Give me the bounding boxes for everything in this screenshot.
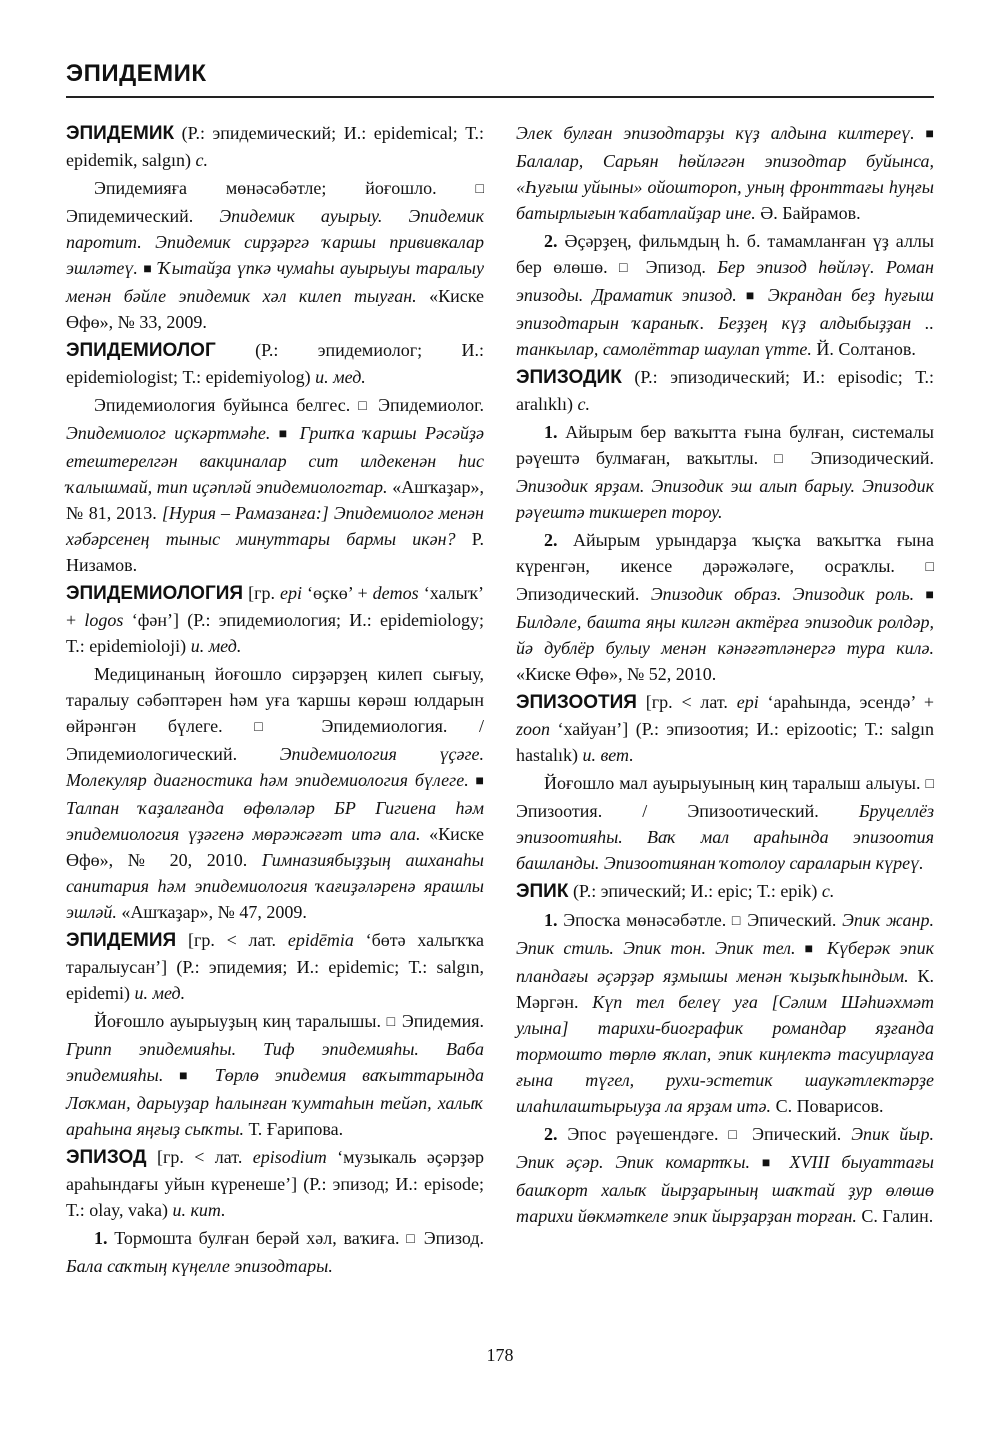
etymology: [гр. <box>243 583 280 603</box>
spacer <box>270 423 278 443</box>
definition-text: Тормошта булған берәй хәл, ваҡиға. <box>107 1228 407 1248</box>
citation: [Нурия – Рамазанға:] Эпидемиолог менән хәбәрсенең тыныс минуттары бармы икән? <box>66 503 484 549</box>
russian-equivalent: Эпический. <box>741 910 843 930</box>
spacer <box>163 1065 179 1085</box>
definition <box>66 1008 484 1142</box>
etymology: ‘халыҡ’ + <box>66 583 484 630</box>
russian-equivalent: Эпизоотия. / Эпизоотический. <box>516 801 859 821</box>
usage-examples: Бер эпизод һөйләү. Роман эпизоды. Драматик эпизод. <box>516 257 934 305</box>
filled-square-icon: ■ <box>925 588 934 603</box>
russian-equivalent: Эпизод. <box>634 257 718 277</box>
entry-epizodik <box>516 364 934 417</box>
grammar-note: ‘бөтә халыҡҡа таралыусан’] (Р.: эпидемия; И.: epidemic; Т.: salgın, epidemi) <box>66 930 485 1003</box>
definition-text: Эпос рәүешендәге. <box>557 1124 729 1144</box>
entry-epidemiya <box>66 927 484 1006</box>
citation-source: С. Галин. <box>856 1206 934 1226</box>
sense-number: 2. <box>544 1124 558 1144</box>
left-column <box>66 120 484 1279</box>
usage-examples: Бруцеллёз эпизоотияһы. Ваҡ мал араһында эпизоотия башланды. Эпизоотиянан ҡотолоу сараларын күреү. <box>516 801 934 873</box>
sense-number: 2. <box>544 231 558 251</box>
citation: Грипҡа ҡаршы Рәсәйҙә етештерелгән вакциналар сит илдекенән һис ҡалышмай, тип иҫәпләй эпидемиологтар. <box>66 423 484 497</box>
definition-text: Медицинаның йоғошло сирҙәрҙең килеп сығыу, таралыу сәбәптәрен һәм уға ҡаршы көрәш юлдарын өйрәнгән бүлеге. <box>66 664 484 736</box>
usage-examples: Эпик йыр. Эпик әҫәр. Эпик комартҡы. <box>516 1124 934 1172</box>
citation: Гимназиябыҙҙың ашханаһы санитария һәм эпидемиология ҡағиҙәләренә ярашлы эшләй. <box>66 850 484 922</box>
citation-source: Ә. Байрамов. <box>755 203 861 223</box>
filled-square-icon: ■ <box>475 774 485 789</box>
definition <box>516 228 934 362</box>
filled-square-icon: ■ <box>925 127 935 142</box>
usage-examples: Эпизодик образ. Эпизодик роль. <box>650 584 915 604</box>
etymon: epi <box>280 583 302 603</box>
filled-square-icon: ■ <box>761 1156 778 1171</box>
sense-number: 2. <box>544 530 558 550</box>
definition <box>516 907 934 1119</box>
usage-examples: Эпидемиология үҫәге. Молекуляр диагностика һәм эпидемиология бүлеге. <box>66 744 484 790</box>
sense-number: 1. <box>544 422 558 442</box>
grammar-note: (Р.: эпидемический; И.: epidemical; Т.: epidemik, salgın) <box>66 123 484 170</box>
citation: Ҡытайҙа үпкә чумаһы ауырыуы таралыу менән бәйле эпидемик хәл килеп тыуған. <box>66 258 484 306</box>
usage-examples: Эпизодик ярҙам. Эпизодик эш алып барыу. Эпизодик рәүештә тикшереп тороу. <box>516 476 934 522</box>
citation: Талпан ҡаҙалғанда өфөләләр БР Гигиена һәм эпидемиология үҙәгенә мөрәжәғәт итә ала. <box>66 798 484 844</box>
definition-text: Эпидемияға мөнәсәбәтле; йоғошло. <box>94 178 476 198</box>
filled-square-icon: ■ <box>179 1069 199 1084</box>
russian-equivalent: Эпидемический. <box>66 206 220 226</box>
filled-square-icon: ■ <box>804 942 818 957</box>
open-square-icon: □ <box>731 914 742 929</box>
etymology: [гр. < лат. <box>146 1147 253 1167</box>
entry-epidemiologiya <box>66 580 484 659</box>
etymon: epi <box>736 692 759 712</box>
part-of-speech: с. <box>577 394 590 414</box>
definition-text: Йоғошло ауырыуҙың киң таралышы. <box>94 1011 387 1031</box>
part-of-speech: и. мед. <box>315 367 366 387</box>
headword: ЭПИЗООТИЯ <box>516 692 637 713</box>
open-square-icon: □ <box>254 720 290 735</box>
headword: ЭПИЗОД <box>66 1147 147 1168</box>
definition <box>66 392 484 578</box>
spacer <box>915 123 926 143</box>
citation: Төрлө эпидемия ваҡыттарында Лоҡман, дарыуҙар һалынған ҡумтаһын тейәп, халыҡ араһына яңғыҙ сыҡты. <box>66 1065 485 1139</box>
grammar-note: ‘музыкаль әҫәрҙәр араһындағы уйын күренеше’] (Р.: эпизод; И.: episode; Т.: olay, vaka) <box>66 1147 484 1220</box>
definition-text: Айырым бер ваҡытта ғына булған, системалы рәүештә булмаған, ваҡытлы. <box>516 422 934 468</box>
citation-source: Т. Ғарипова. <box>244 1119 344 1139</box>
headword: ЭПИДЕМИЯ <box>66 930 177 951</box>
definition <box>516 1121 934 1229</box>
definition-text: Эпидемиология буйынса белгес. <box>94 395 359 415</box>
usage-examples: Элек булған эпизодтарҙы күҙ алдына килтереү. <box>516 123 915 143</box>
grammar-note: (Р.: эпидемиолог; И.: epidemiologist; Т.: epidemiyolog) <box>66 340 484 387</box>
grammar-note: (Р.: эпизодический; И.: episodic; Т.: aralıklı) <box>516 367 934 414</box>
etymon: epidēmia <box>287 930 354 950</box>
citation: Күп тел белеү уға [Сәлим Шәһиәхмәт улына] тарихи-биографик романдар яҙғанда тормошто төрлө яҡлап, эпик киңлектә тасуирлауға ғына түгел, рухи-эстетик шаукәтлектәрҙе илаһилаштырыуҙа ла ярҙам итә. <box>516 992 935 1116</box>
sense-number: 1. <box>544 910 558 930</box>
definition-text: Айырым урындарҙа ҡыҫҡа ваҡытҡа ғына күренгән, икенсе дәрәжәләге, осраҡлы. <box>516 530 934 576</box>
russian-equivalent: Эпидемиолог. <box>370 395 484 415</box>
open-square-icon: □ <box>774 452 795 467</box>
usage-examples: Эпидемиолог иҫкәртмәһе. <box>66 423 271 443</box>
spacer <box>914 584 925 604</box>
headword: ЭПИДЕМИК <box>66 123 175 144</box>
citation: Билдәле, башта яңы килгән актёрға эпизодик ролдәр, йә дублёр булыу менән кәнәғәтләнергә тура килә. <box>516 612 934 658</box>
definition <box>66 175 484 335</box>
open-square-icon: □ <box>618 261 635 276</box>
part-of-speech: с. <box>821 881 835 901</box>
citation: Балалар, Сарьян һөйләгән эпизодтар буйынса, «Һуғыш уйыны» ойоштороп, уның фронттағы һуңғы батырлығын ҡабатлайҙар ине. <box>516 151 934 223</box>
citation-source: «Киске Өфө», № 20, 2010. <box>66 824 484 870</box>
citation-source: «Киске Өфө», № 33, 2009. <box>66 286 484 332</box>
definition-text: Эпосҡа мөнәсәбәтле. <box>557 910 732 930</box>
definition-text: Әҫәрҙең, фильмдың һ. б. тамамланған үҙ аллы бер өлөшө. <box>516 231 934 277</box>
headword: ЭПИДЕМИОЛОГИЯ <box>66 583 244 604</box>
etymology: [гр. < лат. <box>636 692 737 712</box>
definition <box>516 419 934 525</box>
headword: ЭПИДЕМИОЛОГ <box>66 340 216 361</box>
russian-equivalent: Эпизодический. <box>794 448 934 468</box>
citation-source: С. Поварисов. <box>771 1096 884 1116</box>
part-of-speech: и. мед. <box>134 983 186 1003</box>
open-square-icon: □ <box>925 777 934 792</box>
citation-source: «Ашҡаҙар», № 81, 2013. <box>66 477 484 523</box>
sense-number: 1. <box>94 1228 108 1248</box>
etymology: ‘өҫкө’ + <box>302 583 373 603</box>
part-of-speech: с. <box>195 150 208 170</box>
citation-source: К. Мәргән. <box>516 966 934 1012</box>
open-square-icon: □ <box>386 1015 397 1030</box>
citation: Күберәк эпик пландағы әҫәрҙәр яҙмышы менән ҡыҙыҡһындым. <box>516 938 934 986</box>
grammar-note: ‘фән’] (Р.: эпидемиология; И.: epidemiology; Т.: epidemioloji) <box>66 610 484 656</box>
entry-epidemiolog <box>66 337 484 390</box>
definition <box>516 770 934 876</box>
right-column <box>516 120 934 1229</box>
russian-equivalent: Эпизод. <box>416 1228 484 1248</box>
grammar-note: (Р.: эпический; И.: epic; Т.: epik) <box>568 881 822 901</box>
definition <box>66 1225 484 1279</box>
etymology: ‘араһында, эсендә’ + <box>758 692 934 712</box>
definition-text: Йоғошло мал ауырыуының киң таралыш алыуы. <box>544 773 926 793</box>
etymon: demos <box>372 583 419 603</box>
usage-examples: Бала саҡтың күңелле эпизодтары. <box>66 1256 333 1276</box>
open-square-icon: □ <box>925 560 934 575</box>
russian-equivalent: Эпидемиология. / Эпидемиологический. <box>66 716 484 764</box>
etymon: episodium <box>252 1147 327 1167</box>
spacer <box>750 1152 762 1172</box>
entry-epidemik <box>66 120 484 173</box>
russian-equivalent: Эпидемия. <box>396 1011 484 1031</box>
etymology: [гр. < лат. <box>176 930 288 950</box>
citation-source: Й. Солтанов. <box>811 339 916 359</box>
open-square-icon: □ <box>406 1232 417 1247</box>
etymon: zoon <box>516 719 551 739</box>
open-square-icon: □ <box>358 399 371 414</box>
headword: ЭПИК <box>516 881 569 902</box>
usage-examples: Эпидемик ауырыу. Эпидемик паротит. Эпидемик сирҙәргә ҡаршы прививкалар эшләтеү. <box>66 206 485 278</box>
definition <box>516 527 934 687</box>
russian-equivalent: Эпический. <box>742 1124 852 1144</box>
citation-source: «Ашҡаҙар», № 47, 2009. <box>116 902 307 922</box>
citation: Экрандан беҙ һуғыш эпизодтарын ҡараныҡ. Беҙҙең күҙ алдыбыҙҙан .. танкылар, самолёттар шаулап үтте. <box>516 285 935 359</box>
part-of-speech: и. мед. <box>190 636 242 656</box>
definition <box>66 661 484 925</box>
headword: ЭПИЗОДИК <box>516 367 622 388</box>
open-square-icon: □ <box>475 182 484 197</box>
part-of-speech: и. кит. <box>172 1200 226 1220</box>
header-rule <box>66 96 934 98</box>
spacer <box>469 770 476 790</box>
spacer <box>737 285 746 305</box>
running-head: ЭПИДЕМИК <box>66 60 207 87</box>
grammar-note: ‘хайуан’] (Р.: эпизоотия; И.: epizootic; Т.: salgın hastalık) <box>516 719 934 765</box>
filled-square-icon: ■ <box>278 427 292 442</box>
citation-source: «Киске Өфө», № 52, 2010. <box>516 664 717 684</box>
filled-square-icon: ■ <box>745 289 759 304</box>
spacer <box>795 938 804 958</box>
citation: XVIII быуаттағы башҡорт халыҡ йырҙарының шаҡтай ҙур өлөшө тарихи йөкмәткеле эпик йырҙарҙан торған. <box>516 1152 934 1226</box>
entry-epizod-continued <box>516 120 934 226</box>
etymon: logos <box>84 610 124 630</box>
part-of-speech: и. вет. <box>582 745 634 765</box>
entry-epizod <box>66 1144 484 1223</box>
entry-epik <box>516 878 934 905</box>
usage-examples: Грипп эпидемияһы. Тиф эпидемияһы. Ваба эпидемияһы. <box>66 1039 484 1085</box>
citation-source: Р. Низамов. <box>66 529 484 575</box>
entry-epizootiya <box>516 689 934 768</box>
page-number: 178 <box>486 1345 514 1365</box>
open-square-icon: □ <box>728 1128 743 1143</box>
russian-equivalent: Эпизодический. <box>516 584 651 604</box>
usage-examples: Эпик жанр. Эпик стиль. Эпик тон. Эпик тел. <box>516 910 934 958</box>
filled-square-icon: ■ <box>143 262 153 277</box>
